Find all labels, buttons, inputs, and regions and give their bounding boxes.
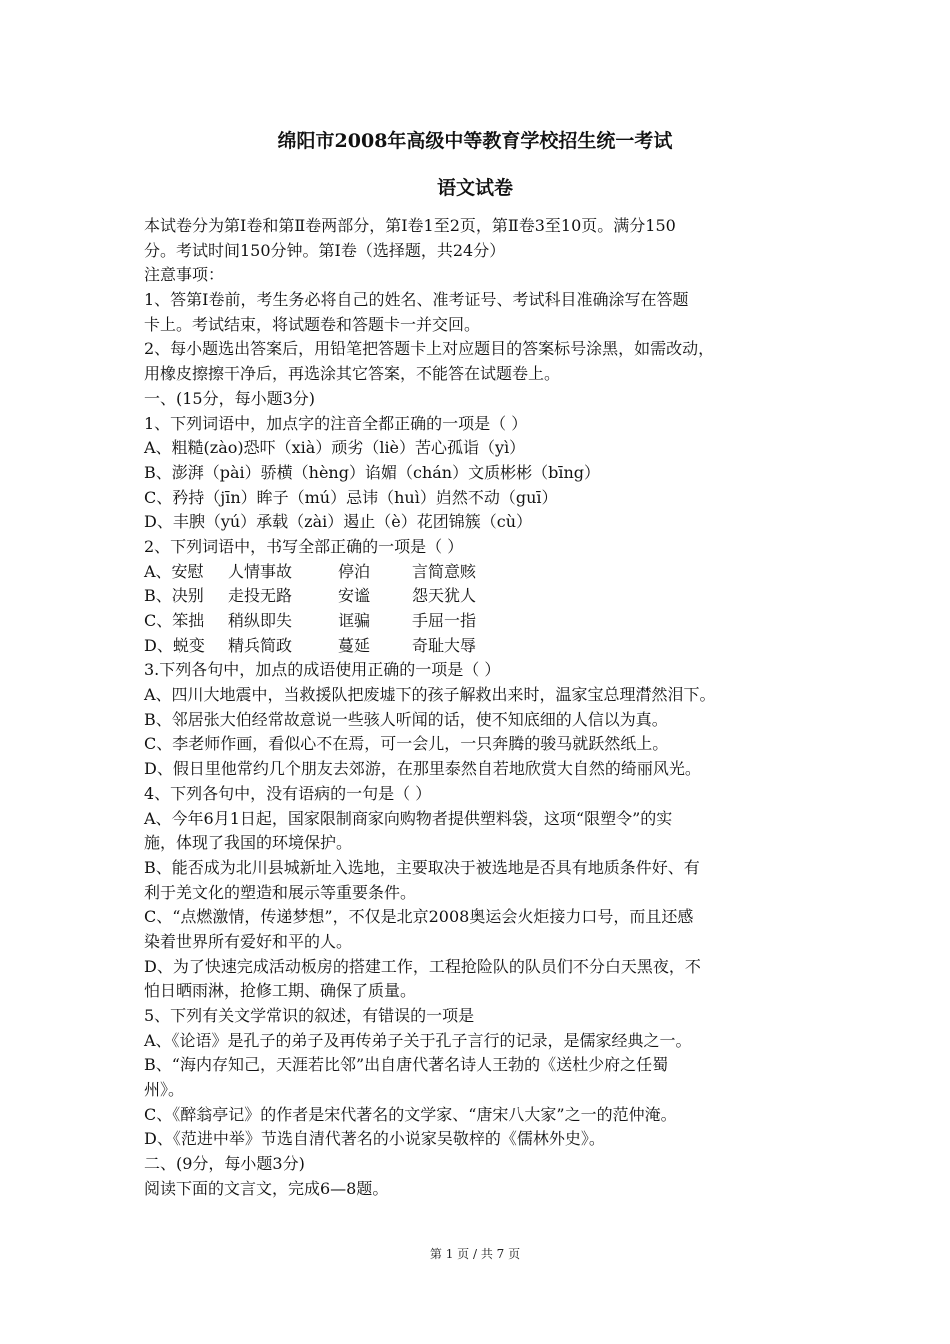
question-stem: 1、下列词语中，加点字的注音全都正确的一项是（ ） [144,413,528,433]
question-stem: 4、下列各句中，没有语病的一句是（ ） [144,783,432,803]
answer-option: A、粗糙(zào)恐吓（xià）顽劣（liè）苦心孤诣（yì） [144,438,526,458]
answer-option: A、今年6月1日起，国家限制商家向购物者提供塑料袋，这项“限塑令”的实 [144,808,673,828]
text-line: 卡上。考试结束，将试题卷和答题卡一并交回。 [144,314,481,334]
section-heading: 一、(15分，每小题3分) [144,388,316,408]
answer-option [144,634,824,659]
answer-option-continued: 州》。 [144,1080,185,1100]
answer-option: C、“点燃激情，传递梦想”，不仅是北京2008奥运会火炬接力口号，而且还感 [144,907,694,927]
answer-option: D、为了快速完成活动板房的搭建工作，工程抢险队的队员们不分白天黑夜，不 [144,956,701,976]
option-word: 精兵简政 [228,635,293,655]
option-word: 人情事故 [228,561,293,581]
question-stem: 3.下列各句中，加点的成语使用正确的一项是（ ） [144,660,501,680]
answer-option: D、《范进中举》节选自清代著名的小说家吴敬梓的《儒林外史》。 [144,1129,605,1149]
option-word: 言简意赅 [412,561,477,581]
page-subtitle: 语文试卷 [436,177,513,199]
answer-option: B、澎湃（pài）骄横（hèng）谄媚（chán）文质彬彬（bīng） [144,462,600,482]
page-number: 第 1 页 / 共 7 页 [429,1247,521,1261]
answer-option: C、矜持（jīn）眸子（mú）忌讳（huì）岿然不动（guī） [144,487,558,507]
option-word: 蔓延 [338,635,371,655]
option-word: 停泊 [338,561,371,581]
answer-option: B、邻居张大伯经常故意说一些骇人听闻的话，使不知底细的人信以为真。 [144,709,668,729]
option-word: 诓骗 [338,611,371,630]
option-word: 稍纵即失 [228,611,293,630]
page-title: 绵阳市2008年高级中等教育学校招生统一考试 [277,130,673,152]
answer-option-continued: 染着世界所有爱好和平的人。 [144,931,353,951]
answer-option: A、四川大地震中，当救援队把废墟下的孩子解救出来时，温家宝总理潸然泪下。 [144,685,716,705]
answer-option-continued: 怕日晒雨淋，抢修工期、确保了质量。 [144,981,417,1001]
answer-option: D、假日里他常约几个朋友去郊游，在那里泰然自若地欣赏大自然的绮丽风光。 [144,759,701,779]
instruction-text: 阅读下面的文言文，完成6—8题。 [144,1178,389,1198]
text-line: 注意事项： [144,265,225,285]
option-word: 奇耻大辱 [412,635,477,655]
option-word: A、安慰 [144,561,204,581]
option-word: 安谧 [338,586,371,606]
answer-option: C、李老师作画，看似心不在焉，可一会儿，一只奔腾的骏马就跃然纸上。 [144,734,669,754]
answer-option [144,560,824,585]
answer-option: A、《论语》是孔子的弟子及再传弟子关于孔子言行的记录，是儒家经典之一。 [144,1030,692,1050]
option-word: C、笨拙 [144,611,205,630]
question-stem: 5、下列有关文学常识的叙述，有错误的一项是 [144,1006,475,1025]
option-word: 走投无路 [228,586,293,606]
answer-option: B、“海内存知己，天涯若比邻”出自唐代著名诗人王勃的《送杜少府之任蜀 [144,1055,669,1075]
answer-option [144,584,824,609]
question-stem: 2、下列词语中，书写全部正确的一项是（ ） [144,536,464,556]
text-line: 1、答第Ⅰ卷前，考生务必将自己的姓名、准考证号、考试科目准确涂写在答题 [144,290,689,310]
section-heading: 二、(9分，每小题3分) [144,1154,305,1174]
document-body [144,214,824,1202]
option-word: 手屈一指 [412,611,477,630]
text-line: 用橡皮擦擦干净后，再选涂其它答案，不能答在试题卷上。 [144,364,561,384]
answer-option-continued: 施，体现了我国的环境保护。 [144,833,353,853]
answer-option-continued: 利于羌文化的塑造和展示等重要条件。 [144,882,417,902]
option-word: 怨天犹人 [412,586,477,606]
answer-option: D、丰腴（yú）承载（zài）遏止（è）花团锦簇（cù） [144,512,532,532]
text-line: 分。考试时间150分钟。第Ⅰ卷（选择题，共24分） [144,240,506,260]
text-line: 2、每小题选出答案后，用铅笔把答题卡上对应题目的答案标号涂黑，如需改动， [144,339,715,359]
answer-option [144,609,824,634]
answer-option: B、能否成为北川县城新址入选地，主要取决于被选地是否具有地质条件好、有 [144,857,700,877]
answer-option: C、《醉翁亭记》的作者是宋代著名的文学家、“唐宋八大家”之一的范仲淹。 [144,1104,677,1124]
option-word: B、决别 [144,586,204,606]
option-word: D、蜕变 [144,635,205,655]
text-line: 本试卷分为第Ⅰ卷和第Ⅱ卷两部分，第Ⅰ卷1至2页，第Ⅱ卷3至10页。满分150 [144,216,676,235]
